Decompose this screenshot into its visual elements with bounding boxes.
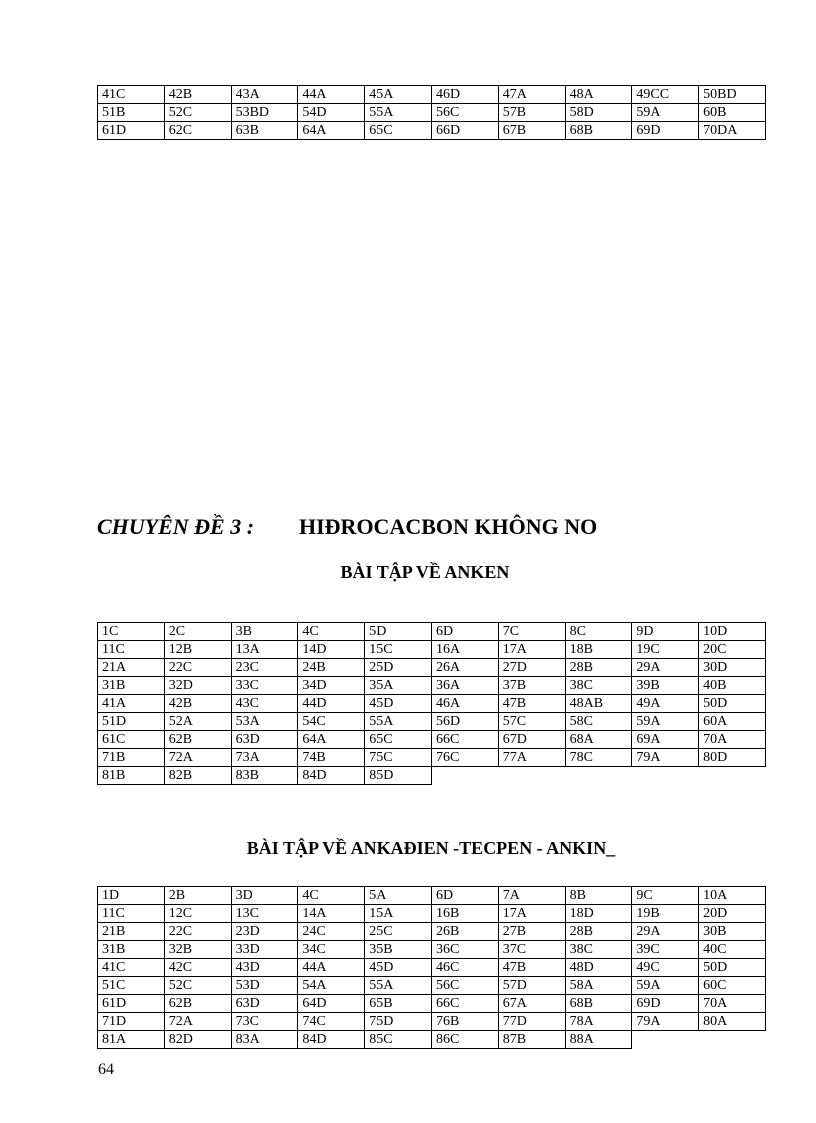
answer-cell: 84D <box>298 1031 365 1049</box>
answer-cell: 59A <box>632 977 699 995</box>
answer-cell: 7A <box>498 887 565 905</box>
answer-cell: 70DA <box>699 122 766 140</box>
answer-cell: 21B <box>98 923 165 941</box>
table-row <box>98 749 766 767</box>
answer-cell: 28B <box>565 923 632 941</box>
answer-cell: 20C <box>699 641 766 659</box>
answer-cell: 20D <box>699 905 766 923</box>
table-row <box>98 677 766 695</box>
answer-cell: 85D <box>365 767 432 785</box>
answer-cell: 3D <box>231 887 298 905</box>
answer-cell: 61C <box>98 731 165 749</box>
answer-cell: 44A <box>298 86 365 104</box>
answer-cell: 55A <box>365 713 432 731</box>
answer-cell: 22C <box>164 659 231 677</box>
answer-cell: 67B <box>498 122 565 140</box>
answer-cell: 46C <box>431 959 498 977</box>
answer-cell: 64A <box>298 122 365 140</box>
answer-cell: 7C <box>498 623 565 641</box>
answer-cell: 4C <box>298 623 365 641</box>
answer-cell: 24B <box>298 659 365 677</box>
answer-cell: 23C <box>231 659 298 677</box>
anken-answer-table <box>97 622 766 785</box>
answer-cell: 3B <box>231 623 298 641</box>
answer-cell: 45A <box>365 86 432 104</box>
answer-cell: 62B <box>164 731 231 749</box>
answer-cell: 54A <box>298 977 365 995</box>
answer-cell: 88A <box>565 1031 632 1049</box>
answer-cell: 24C <box>298 923 365 941</box>
answer-cell: 56C <box>431 977 498 995</box>
answer-cell: 60C <box>699 977 766 995</box>
answer-cell: 27D <box>498 659 565 677</box>
answer-cell: 49A <box>632 695 699 713</box>
table-row <box>98 695 766 713</box>
table-row <box>98 86 766 104</box>
answer-cell: 57C <box>498 713 565 731</box>
answer-cell: 54D <box>298 104 365 122</box>
answer-cell: 69D <box>632 995 699 1013</box>
empty-cell <box>632 1031 699 1049</box>
answer-cell: 19C <box>632 641 699 659</box>
answer-cell: 68B <box>565 995 632 1013</box>
answer-cell: 80A <box>699 1013 766 1031</box>
answer-cell: 83A <box>231 1031 298 1049</box>
answer-cell: 63D <box>231 731 298 749</box>
answer-cell: 47B <box>498 959 565 977</box>
answer-cell: 78C <box>565 749 632 767</box>
answer-cell: 32D <box>164 677 231 695</box>
answer-cell: 59A <box>632 104 699 122</box>
table-row <box>98 659 766 677</box>
answer-cell: 4C <box>298 887 365 905</box>
empty-cell <box>498 767 565 785</box>
answer-cell: 17A <box>498 641 565 659</box>
answer-cell: 25C <box>365 923 432 941</box>
answer-cell: 14A <box>298 905 365 923</box>
answer-cell: 61D <box>98 995 165 1013</box>
answer-cell: 43D <box>231 959 298 977</box>
answer-cell: 66D <box>431 122 498 140</box>
table-row <box>98 122 766 140</box>
answer-cell: 78A <box>565 1013 632 1031</box>
answer-cell: 18B <box>565 641 632 659</box>
answer-cell: 63B <box>231 122 298 140</box>
answer-cell: 1C <box>98 623 165 641</box>
chapter-title: HIĐROCACBON KHÔNG NO <box>299 514 598 539</box>
answer-cell: 72A <box>164 749 231 767</box>
page-number: 64 <box>98 1061 114 1078</box>
answer-cell: 71B <box>98 749 165 767</box>
answer-cell: 47B <box>498 695 565 713</box>
answer-cell: 76C <box>431 749 498 767</box>
answer-cell: 19B <box>632 905 699 923</box>
answer-cell: 61D <box>98 122 165 140</box>
answer-cell: 58D <box>565 104 632 122</box>
answer-cell: 79A <box>632 1013 699 1031</box>
answer-cell: 14D <box>298 641 365 659</box>
answer-cell: 53A <box>231 713 298 731</box>
answer-cell: 15C <box>365 641 432 659</box>
answer-cell: 40C <box>699 941 766 959</box>
answer-cell: 69A <box>632 731 699 749</box>
table-row <box>98 641 766 659</box>
answer-cell: 39B <box>632 677 699 695</box>
table-row <box>98 731 766 749</box>
answer-cell: 71D <box>98 1013 165 1031</box>
table-row <box>98 1031 766 1049</box>
answer-cell: 80D <box>699 749 766 767</box>
answer-cell: 34D <box>298 677 365 695</box>
answer-cell: 48A <box>565 86 632 104</box>
answer-cell: 47A <box>498 86 565 104</box>
empty-cell <box>632 767 699 785</box>
empty-cell <box>431 767 498 785</box>
answer-cell: 63D <box>231 995 298 1013</box>
answer-cell: 31B <box>98 941 165 959</box>
answer-cell: 52A <box>164 713 231 731</box>
answer-cell: 51D <box>98 713 165 731</box>
table-row <box>98 959 766 977</box>
answer-cell: 29A <box>632 659 699 677</box>
top-answer-table <box>97 85 766 140</box>
answer-cell: 38C <box>565 941 632 959</box>
answer-cell: 65B <box>365 995 432 1013</box>
answer-cell: 56C <box>431 104 498 122</box>
answer-cell: 1D <box>98 887 165 905</box>
answer-cell: 43A <box>231 86 298 104</box>
answer-cell: 81A <box>98 1031 165 1049</box>
answer-cell: 69D <box>632 122 699 140</box>
answer-cell: 72A <box>164 1013 231 1031</box>
answer-cell: 32B <box>164 941 231 959</box>
answer-cell: 76B <box>431 1013 498 1031</box>
answer-cell: 2B <box>164 887 231 905</box>
answer-cell: 5A <box>365 887 432 905</box>
answer-cell: 30B <box>699 923 766 941</box>
answer-cell: 82D <box>164 1031 231 1049</box>
answer-cell: 9C <box>632 887 699 905</box>
answer-cell: 82B <box>164 767 231 785</box>
answer-cell: 26A <box>431 659 498 677</box>
answer-cell: 38C <box>565 677 632 695</box>
answer-cell: 13A <box>231 641 298 659</box>
answer-cell: 67D <box>498 731 565 749</box>
answer-cell: 35A <box>365 677 432 695</box>
answer-cell: 66C <box>431 995 498 1013</box>
answer-cell: 67A <box>498 995 565 1013</box>
chapter-label: CHUYÊN ĐỀ 3 : <box>97 514 255 539</box>
answer-cell: 6D <box>431 623 498 641</box>
answer-cell: 8C <box>565 623 632 641</box>
answer-cell: 65C <box>365 122 432 140</box>
answer-cell: 29A <box>632 923 699 941</box>
answer-cell: 68A <box>565 731 632 749</box>
answer-cell: 57D <box>498 977 565 995</box>
table-row <box>98 923 766 941</box>
answer-cell: 62B <box>164 995 231 1013</box>
answer-cell: 36C <box>431 941 498 959</box>
answer-cell: 36A <box>431 677 498 695</box>
empty-cell <box>699 1031 766 1049</box>
answer-cell: 56D <box>431 713 498 731</box>
answer-cell: 60A <box>699 713 766 731</box>
answer-cell: 10A <box>699 887 766 905</box>
answer-cell: 53D <box>231 977 298 995</box>
answer-cell: 52C <box>164 977 231 995</box>
answer-cell: 34C <box>298 941 365 959</box>
answer-cell: 51B <box>98 104 165 122</box>
answer-cell: 66C <box>431 731 498 749</box>
answer-cell: 42C <box>164 959 231 977</box>
answer-cell: 42B <box>164 695 231 713</box>
anken-section-title: BÀI TẬP VỀ ANKEN <box>340 562 510 582</box>
answer-cell: 87B <box>498 1031 565 1049</box>
answer-cell: 79A <box>632 749 699 767</box>
answer-cell: 48AB <box>565 695 632 713</box>
answer-cell: 41C <box>98 959 165 977</box>
table-row <box>98 941 766 959</box>
answer-cell: 70A <box>699 731 766 749</box>
answer-cell: 41C <box>98 86 165 104</box>
answer-cell: 45D <box>365 695 432 713</box>
answer-cell: 46D <box>431 86 498 104</box>
answer-cell: 2C <box>164 623 231 641</box>
answer-cell: 84D <box>298 767 365 785</box>
answer-cell: 83B <box>231 767 298 785</box>
answer-cell: 57B <box>498 104 565 122</box>
answer-cell: 74B <box>298 749 365 767</box>
answer-cell: 74C <box>298 1013 365 1031</box>
answer-cell: 58C <box>565 713 632 731</box>
answer-cell: 73C <box>231 1013 298 1031</box>
answer-cell: 21A <box>98 659 165 677</box>
answer-cell: 58A <box>565 977 632 995</box>
answer-cell: 25D <box>365 659 432 677</box>
answer-cell: 12B <box>164 641 231 659</box>
answer-cell: 13C <box>231 905 298 923</box>
answer-cell: 42B <box>164 86 231 104</box>
answer-cell: 15A <box>365 905 432 923</box>
answer-cell: 33D <box>231 941 298 959</box>
answer-cell: 54C <box>298 713 365 731</box>
answer-cell: 39C <box>632 941 699 959</box>
answer-cell: 55A <box>365 104 432 122</box>
answer-cell: 23D <box>231 923 298 941</box>
answer-cell: 55A <box>365 977 432 995</box>
answer-cell: 28B <box>565 659 632 677</box>
answer-cell: 8B <box>565 887 632 905</box>
answer-cell: 53BD <box>231 104 298 122</box>
answer-cell: 6D <box>431 887 498 905</box>
empty-cell <box>699 767 766 785</box>
table-row <box>98 623 766 641</box>
answer-cell: 62C <box>164 122 231 140</box>
answer-cell: 77D <box>498 1013 565 1031</box>
answer-cell: 73A <box>231 749 298 767</box>
answer-cell: 37C <box>498 941 565 959</box>
answer-cell: 12C <box>164 905 231 923</box>
answer-cell: 43C <box>231 695 298 713</box>
answer-cell: 9D <box>632 623 699 641</box>
answer-cell: 48D <box>565 959 632 977</box>
answer-cell: 77A <box>498 749 565 767</box>
table-row <box>98 887 766 905</box>
answer-cell: 18D <box>565 905 632 923</box>
answer-cell: 35B <box>365 941 432 959</box>
table-row <box>98 977 766 995</box>
answer-cell: 16B <box>431 905 498 923</box>
answer-cell: 75D <box>365 1013 432 1031</box>
answer-cell: 30D <box>699 659 766 677</box>
answer-cell: 5D <box>365 623 432 641</box>
answer-cell: 60B <box>699 104 766 122</box>
answer-cell: 16A <box>431 641 498 659</box>
table-row <box>98 104 766 122</box>
answer-cell: 33C <box>231 677 298 695</box>
ankin-section-title: BÀI TẬP VỀ ANKAĐIEN -TECPEN - ANKIN_ <box>246 838 616 858</box>
answer-cell: 27B <box>498 923 565 941</box>
answer-cell: 86C <box>431 1031 498 1049</box>
table-row <box>98 905 766 923</box>
answer-cell: 46A <box>431 695 498 713</box>
answer-cell: 52C <box>164 104 231 122</box>
ankin-answer-table <box>97 886 766 1049</box>
answer-cell: 44D <box>298 695 365 713</box>
answer-cell: 85C <box>365 1031 432 1049</box>
answer-cell: 44A <box>298 959 365 977</box>
answer-cell: 11C <box>98 641 165 659</box>
answer-cell: 10D <box>699 623 766 641</box>
table-row <box>98 713 766 731</box>
answer-cell: 75C <box>365 749 432 767</box>
answer-cell: 17A <box>498 905 565 923</box>
answer-cell: 11C <box>98 905 165 923</box>
answer-cell: 22C <box>164 923 231 941</box>
answer-cell: 65C <box>365 731 432 749</box>
answer-cell: 68B <box>565 122 632 140</box>
answer-cell: 49C <box>632 959 699 977</box>
answer-cell: 59A <box>632 713 699 731</box>
answer-cell: 50BD <box>699 86 766 104</box>
table-row <box>98 1013 766 1031</box>
empty-cell <box>565 767 632 785</box>
answer-cell: 70A <box>699 995 766 1013</box>
table-row <box>98 767 766 785</box>
answer-cell: 31B <box>98 677 165 695</box>
answer-cell: 50D <box>699 959 766 977</box>
answer-cell: 26B <box>431 923 498 941</box>
answer-cell: 81B <box>98 767 165 785</box>
answer-cell: 51C <box>98 977 165 995</box>
answer-cell: 37B <box>498 677 565 695</box>
answer-cell: 41A <box>98 695 165 713</box>
answer-cell: 50D <box>699 695 766 713</box>
table-row <box>98 995 766 1013</box>
answer-cell: 64D <box>298 995 365 1013</box>
answer-cell: 40B <box>699 677 766 695</box>
answer-cell: 64A <box>298 731 365 749</box>
answer-cell: 49CC <box>632 86 699 104</box>
answer-cell: 45D <box>365 959 432 977</box>
